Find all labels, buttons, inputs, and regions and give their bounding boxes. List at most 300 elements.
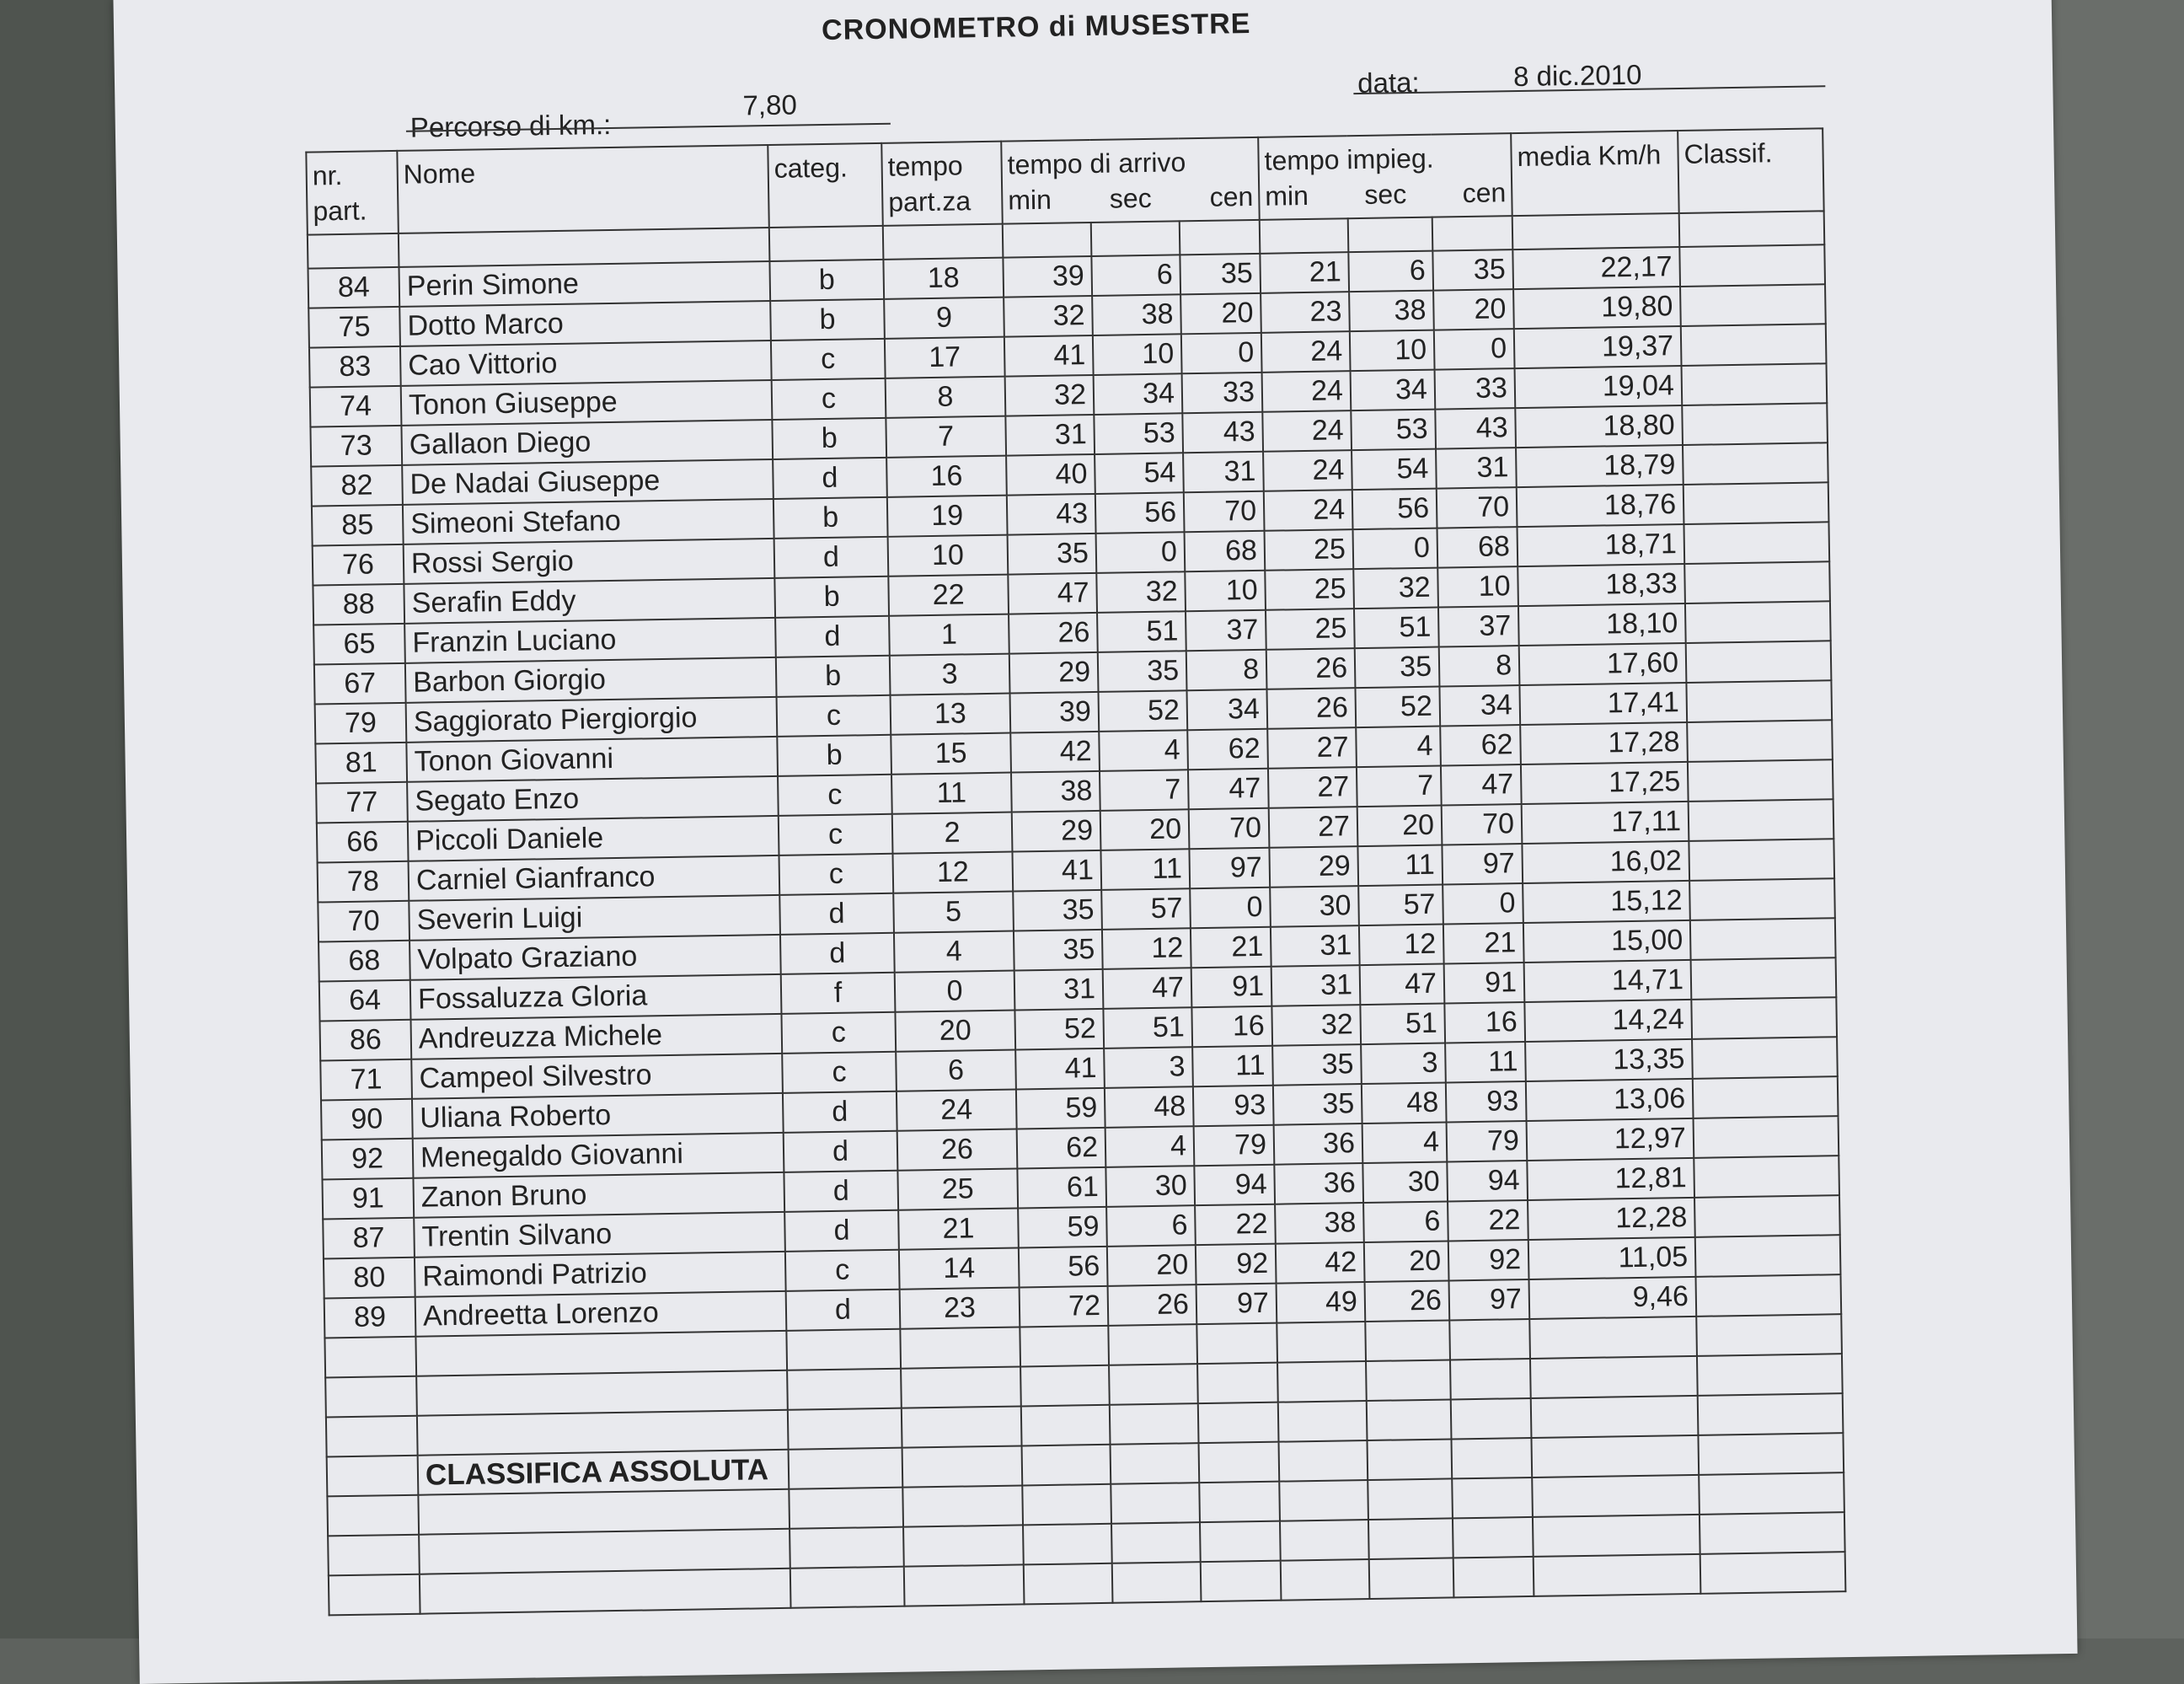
empty-cell	[1451, 1398, 1532, 1439]
category-cell: c	[777, 695, 891, 737]
data-value: 8 dic.2010	[1512, 58, 1642, 93]
empty-cell	[327, 1456, 419, 1497]
empty-cell	[1200, 1521, 1281, 1562]
arrival-min-cell: 56	[1019, 1247, 1108, 1288]
classification-cell	[1687, 720, 1833, 762]
participant-name-cell: Trentin Silvano	[414, 1212, 785, 1258]
arrival-min-cell: 41	[1012, 850, 1101, 892]
elapsed-cen-cell: 94	[1447, 1161, 1528, 1201]
participant-name-cell: Andreetta Lorenzo	[415, 1291, 787, 1337]
classification-cell	[1682, 363, 1828, 405]
elapsed-min-cell: 32	[1271, 1005, 1361, 1046]
classification-cell	[1682, 403, 1828, 445]
arrival-cen-cell: 70	[1184, 491, 1265, 532]
arrival-cen-cell: 35	[1180, 254, 1261, 294]
empty-cell	[1109, 1364, 1198, 1405]
empty-cell	[327, 1495, 419, 1537]
participant-number-cell: 70	[318, 901, 410, 942]
results-table	[305, 127, 1846, 1616]
elapsed-sec-cell: 30	[1362, 1161, 1448, 1203]
elapsed-min-cell: 25	[1266, 609, 1355, 650]
arrival-min-cell: 41	[1015, 1048, 1105, 1090]
average-speed-cell: 19,37	[1514, 326, 1682, 368]
arrival-sec-cell: 4	[1099, 730, 1188, 771]
participant-number-cell: 81	[315, 743, 407, 784]
elapsed-sec-cell: 34	[1351, 370, 1436, 411]
participant-number-cell: 87	[323, 1218, 415, 1259]
average-speed-cell: 13,06	[1526, 1079, 1694, 1121]
start-time-cell: 11	[891, 773, 1012, 814]
average-speed-cell: 15,00	[1523, 920, 1691, 963]
participant-number-cell: 67	[314, 663, 406, 705]
start-time-cell: 14	[899, 1247, 1020, 1289]
empty-cell	[1201, 1561, 1282, 1601]
average-speed-cell: 18,33	[1518, 564, 1685, 606]
category-cell: f	[781, 973, 896, 1014]
arrival-cen-cell: 43	[1182, 412, 1263, 453]
participant-name-cell: Raimondi Patrizio	[415, 1252, 786, 1297]
start-time-cell: 4	[894, 931, 1014, 973]
arrival-sec-cell: 10	[1093, 334, 1182, 375]
category-cell: b	[774, 577, 889, 618]
average-speed-cell: 17,25	[1521, 762, 1689, 804]
empty-cell	[1698, 1433, 1844, 1475]
participant-number-cell: 65	[313, 624, 405, 665]
empty-cell	[1696, 1314, 1842, 1356]
start-time-cell: 24	[897, 1090, 1017, 1131]
empty-cell	[329, 1574, 420, 1616]
classification-cell	[1692, 1037, 1838, 1079]
empty-cell	[1281, 1559, 1370, 1601]
header-tempo-partenza: tempo part.za	[881, 142, 1003, 226]
participant-number-cell: 86	[320, 1020, 412, 1061]
elapsed-sec-cell: 7	[1357, 766, 1442, 807]
empty-cell	[328, 1535, 420, 1576]
empty-cell	[1022, 1484, 1111, 1526]
elapsed-cen-cell: 31	[1436, 448, 1517, 488]
average-speed-cell: 12,28	[1528, 1198, 1695, 1240]
arrival-cen-cell: 20	[1180, 293, 1261, 334]
arrival-sec-cell: 4	[1105, 1126, 1195, 1167]
arrival-min-cell: 35	[1008, 534, 1097, 575]
classification-cell	[1689, 839, 1834, 881]
elapsed-sec-cell: 6	[1348, 251, 1433, 292]
empty-cell	[1197, 1363, 1278, 1403]
empty-cell	[1111, 1522, 1201, 1563]
classification-cell	[1681, 324, 1827, 366]
start-time-cell: 13	[891, 694, 1011, 735]
header-tempo-impieg-label: tempo impieg.	[1264, 142, 1434, 176]
empty-cell	[1531, 1435, 1699, 1478]
participant-name-cell: Fossaluzza Gloria	[410, 974, 782, 1020]
elapsed-cen-cell: 11	[1445, 1042, 1526, 1082]
arrival-sec-cell: 6	[1091, 255, 1180, 296]
participant-name-cell: Volpato Graziano	[410, 935, 781, 980]
classification-cell	[1694, 1116, 1839, 1158]
start-time-cell: 25	[897, 1169, 1018, 1210]
results-sheet	[113, 0, 2077, 1684]
empty-cell	[1366, 1360, 1451, 1401]
start-time-cell: 18	[883, 258, 1004, 299]
empty-cell	[416, 1370, 788, 1416]
average-speed-cell: 12,81	[1527, 1158, 1694, 1200]
participant-number-cell: 71	[320, 1059, 412, 1101]
empty-cell	[420, 1569, 791, 1614]
participant-name-cell: Gallaon Diego	[401, 420, 773, 465]
header-nome: Nome	[397, 145, 768, 233]
participant-name-cell: De Nadai Giuseppe	[402, 459, 774, 505]
classification-cell	[1684, 522, 1829, 564]
elapsed-min-cell: 31	[1271, 965, 1361, 1006]
participant-name-cell: Rossi Sergio	[404, 539, 775, 584]
start-time-cell: 26	[897, 1129, 1018, 1171]
start-time-cell: 19	[887, 496, 1008, 537]
empty-cell	[417, 1410, 789, 1456]
participant-number-cell: 75	[308, 307, 400, 348]
arrival-min-cell: 52	[1014, 1009, 1104, 1050]
start-time-cell: 22	[888, 575, 1009, 616]
arrival-cen-cell: 79	[1194, 1125, 1275, 1166]
arrival-min-cell: 35	[1013, 890, 1102, 931]
empty-cell	[1452, 1478, 1533, 1518]
average-speed-cell: 15,12	[1523, 881, 1690, 923]
classification-cell	[1694, 1156, 1839, 1198]
elapsed-min-cell: 30	[1270, 886, 1359, 927]
arrival-cen-cell: 31	[1183, 452, 1264, 492]
empty-cell	[1368, 1518, 1453, 1559]
elapsed-sec-cell: 20	[1357, 806, 1443, 847]
classification-cell	[1689, 799, 1834, 841]
participant-name-cell: Cao Vittorio	[400, 341, 772, 386]
empty-cell	[1699, 1472, 1844, 1515]
empty-cell	[1700, 1552, 1846, 1594]
elapsed-min-cell: 38	[1275, 1203, 1364, 1244]
empty-cell	[1198, 1402, 1279, 1443]
arrival-sec-cell: 56	[1095, 492, 1185, 534]
arrival-min-cell: 47	[1008, 573, 1097, 614]
average-speed-cell: 17,28	[1520, 722, 1688, 764]
arrival-sec-cell: 7	[1100, 770, 1189, 811]
empty-cell	[1110, 1403, 1199, 1445]
elapsed-sec-cell: 53	[1351, 410, 1436, 451]
participant-name-cell: Andreuzza Michele	[411, 1014, 783, 1059]
elapsed-sec-cell: 51	[1354, 608, 1439, 649]
participant-number-cell: 80	[324, 1258, 415, 1299]
empty-cell	[1020, 1365, 1110, 1407]
start-time-cell: 21	[898, 1208, 1019, 1249]
arrival-cen-cell: 91	[1191, 967, 1272, 1007]
empty-cell	[418, 1489, 790, 1535]
category-cell: d	[784, 1210, 899, 1252]
empty-cell	[1020, 1326, 1109, 1367]
start-time-cell: 23	[900, 1287, 1020, 1328]
arrival-cen-cell: 97	[1189, 848, 1270, 888]
elapsed-cen-cell: 8	[1439, 646, 1520, 686]
category-cell: c	[779, 814, 893, 855]
average-speed-cell: 14,24	[1524, 1000, 1692, 1042]
empty-cell	[902, 1406, 1022, 1447]
elapsed-min-cell: 26	[1266, 648, 1356, 689]
elapsed-min-cell: 24	[1262, 371, 1352, 412]
elapsed-cen-cell: 0	[1434, 329, 1515, 369]
empty-cell	[788, 1408, 902, 1450]
elapsed-cen-cell: 68	[1437, 527, 1518, 567]
elapsed-min-cell: 24	[1262, 410, 1352, 452]
average-speed-cell: 22,17	[1512, 247, 1680, 289]
empty-cell	[1698, 1393, 1844, 1435]
arrival-min-cell: 40	[1006, 454, 1095, 496]
empty-cell	[790, 1567, 905, 1608]
participant-name-cell: Dotto Marco	[399, 301, 771, 346]
elapsed-cen-cell: 0	[1443, 883, 1523, 924]
empty-cell	[787, 1369, 902, 1410]
start-time-cell: 8	[886, 377, 1006, 418]
start-time-cell: 1	[889, 614, 1009, 656]
elapsed-cen-cell: 16	[1444, 1002, 1525, 1043]
empty-cell	[1111, 1443, 1200, 1484]
elapsed-cen-cell: 47	[1441, 764, 1522, 805]
arrival-sec-cell: 51	[1103, 1007, 1192, 1048]
empty-cell	[786, 1329, 901, 1370]
header-categ: categ.	[768, 143, 883, 228]
elapsed-min-cell: 25	[1265, 569, 1354, 610]
average-speed-cell: 18,71	[1517, 524, 1684, 566]
category-cell: b	[772, 418, 886, 459]
header-impieg-min: min	[1265, 180, 1309, 212]
header-tempo-arrivo-sub	[1008, 179, 1254, 218]
participant-name-cell: Tonon Giuseppe	[401, 380, 773, 426]
category-cell: c	[779, 854, 894, 895]
arrival-min-cell: 39	[1003, 256, 1092, 298]
participant-number-cell: 78	[318, 861, 410, 903]
category-cell: b	[770, 299, 885, 341]
participant-number-cell: 82	[311, 465, 403, 507]
arrival-sec-cell: 20	[1107, 1245, 1196, 1286]
elapsed-sec-cell: 4	[1362, 1123, 1448, 1164]
participant-name-cell: Franzin Luciano	[404, 618, 776, 663]
start-time-cell: 5	[893, 892, 1014, 933]
empty-cell	[1279, 1440, 1368, 1482]
participant-name-cell: Saggiorato Piergiorgio	[406, 697, 778, 743]
empty-cell	[1529, 1317, 1697, 1359]
classification-cell	[1694, 1195, 1840, 1237]
arrival-sec-cell: 12	[1102, 928, 1191, 969]
arrival-cen-cell: 10	[1185, 571, 1266, 611]
header-arrivo-sec: sec	[1109, 182, 1152, 214]
arrival-sec-cell: 53	[1094, 413, 1183, 454]
elapsed-cen-cell: 21	[1443, 923, 1524, 963]
empty-cell	[1111, 1483, 1200, 1524]
category-cell: d	[775, 616, 890, 657]
arrival-sec-cell: 26	[1108, 1284, 1197, 1326]
empty-cell	[415, 1331, 787, 1376]
empty-cell	[901, 1366, 1021, 1408]
empty-cell	[1450, 1359, 1531, 1399]
classification-cell	[1686, 641, 1832, 683]
elapsed-cen-cell: 70	[1437, 487, 1518, 528]
empty-cell	[1449, 1319, 1530, 1360]
arrival-min-cell: 31	[1005, 415, 1095, 456]
arrival-cen-cell: 92	[1196, 1244, 1277, 1284]
elapsed-min-cell: 24	[1261, 331, 1351, 373]
elapsed-cen-cell: 10	[1437, 566, 1518, 607]
participant-number-cell: 66	[317, 822, 409, 863]
empty-cell	[1277, 1361, 1367, 1402]
empty-cell	[1534, 1554, 1701, 1596]
category-cell: c	[771, 339, 886, 380]
empty-cell	[1453, 1517, 1534, 1558]
percorso-value: 7,80	[742, 88, 798, 121]
start-time-cell: 3	[890, 654, 1010, 695]
arrival-cen-cell: 97	[1196, 1284, 1277, 1324]
empty-cell	[1278, 1401, 1368, 1442]
arrival-min-cell: 61	[1017, 1167, 1106, 1209]
participant-name-cell: Tonon Giovanni	[406, 737, 778, 782]
elapsed-sec-cell: 10	[1350, 330, 1435, 372]
header-tempo-impieg	[1258, 133, 1512, 220]
start-time-cell: 12	[892, 852, 1013, 893]
participant-number-cell: 76	[313, 544, 404, 586]
category-cell: d	[784, 1171, 898, 1212]
elapsed-min-cell: 27	[1269, 807, 1358, 848]
average-speed-cell: 13,35	[1525, 1039, 1693, 1081]
arrival-sec-cell: 11	[1100, 849, 1190, 890]
participant-number-cell: 89	[324, 1297, 416, 1338]
participant-name-cell: Carniel Gianfranco	[409, 855, 780, 901]
arrival-cen-cell: 47	[1188, 769, 1269, 809]
empty-cell	[790, 1527, 904, 1569]
empty-cell	[1199, 1482, 1280, 1522]
empty-cell	[1367, 1439, 1452, 1480]
arrival-cen-cell: 16	[1191, 1006, 1272, 1047]
arrival-min-cell: 72	[1020, 1286, 1109, 1327]
category-cell: c	[778, 775, 892, 816]
elapsed-sec-cell: 4	[1356, 727, 1441, 768]
classification-cell	[1695, 1274, 1841, 1317]
elapsed-min-cell: 35	[1272, 1044, 1362, 1086]
elapsed-cen-cell: 37	[1438, 606, 1519, 646]
classification-cell	[1691, 957, 1837, 1000]
arrival-sec-cell: 54	[1095, 453, 1184, 494]
elapsed-cen-cell: 70	[1442, 804, 1523, 845]
empty-cell	[325, 1376, 417, 1418]
elapsed-min-cell: 27	[1268, 767, 1357, 808]
arrival-min-cell: 38	[1011, 771, 1100, 813]
arrival-sec-cell: 48	[1105, 1086, 1194, 1128]
category-cell: d	[773, 458, 887, 499]
elapsed-cen-cell: 22	[1448, 1200, 1528, 1241]
classification-cell	[1691, 997, 1837, 1039]
category-cell: d	[784, 1131, 898, 1172]
arrival-sec-cell: 57	[1101, 888, 1191, 930]
start-time-cell: 15	[891, 733, 1011, 775]
data-label: data:	[1357, 66, 1420, 99]
participant-number-cell: 68	[318, 941, 410, 982]
average-speed-cell: 11,05	[1528, 1237, 1696, 1279]
arrival-cen-cell: 37	[1186, 610, 1266, 651]
empty-cell	[1279, 1480, 1368, 1521]
empty-cell	[1199, 1442, 1280, 1483]
arrival-min-cell: 42	[1010, 732, 1100, 773]
average-speed-cell: 19,80	[1513, 287, 1681, 329]
elapsed-sec-cell: 6	[1363, 1201, 1448, 1242]
category-cell: d	[774, 537, 889, 578]
arrival-sec-cell: 3	[1104, 1047, 1193, 1088]
arrival-min-cell: 59	[1018, 1207, 1107, 1248]
empty-cell	[902, 1485, 1023, 1526]
header-tempo-impieg-sub	[1265, 174, 1507, 213]
participant-name-cell: Severin Luigi	[409, 895, 780, 941]
elapsed-cen-cell: 43	[1435, 408, 1516, 448]
empty-rows	[324, 1314, 1845, 1615]
arrival-min-cell: 59	[1016, 1088, 1105, 1129]
category-cell: b	[774, 497, 888, 539]
category-cell: b	[777, 735, 891, 776]
elapsed-sec-cell: 51	[1360, 1004, 1445, 1045]
empty-cell	[900, 1327, 1020, 1368]
elapsed-sec-cell: 57	[1358, 885, 1443, 926]
empty-cell	[1530, 1356, 1698, 1398]
average-speed-cell: 18,80	[1515, 405, 1683, 448]
arrival-cen-cell: 93	[1193, 1086, 1274, 1126]
arrival-cen-cell: 0	[1190, 888, 1271, 928]
participant-number-cell: 64	[319, 980, 411, 1022]
classifica-assoluta-label: CLASSIFICA ASSOLUTA	[418, 1450, 790, 1495]
classification-cell	[1689, 878, 1835, 920]
category-cell: c	[781, 1012, 896, 1054]
empty-cell	[1277, 1322, 1366, 1363]
participant-name-cell: Segato Enzo	[407, 776, 779, 822]
empty-cell	[1112, 1562, 1202, 1603]
classification-cell	[1680, 284, 1826, 326]
header-tempo-arrivo	[1001, 137, 1260, 224]
participant-name-cell: Zanon Bruno	[413, 1172, 784, 1218]
start-time-cell: 9	[884, 298, 1004, 339]
empty-cell	[1022, 1445, 1111, 1486]
start-time-cell: 16	[886, 456, 1007, 497]
arrival-cen-cell: 22	[1195, 1204, 1276, 1245]
elapsed-cen-cell: 62	[1440, 725, 1521, 765]
participant-name-cell: Perin Simone	[399, 261, 770, 307]
empty-cell	[1531, 1396, 1699, 1438]
arrival-sec-cell: 35	[1098, 651, 1187, 692]
classification-cell	[1679, 244, 1825, 287]
arrival-min-cell: 43	[1007, 494, 1096, 535]
arrival-cen-cell: 0	[1181, 333, 1262, 373]
classification-cell	[1693, 1076, 1839, 1118]
classification-cell	[1684, 482, 1829, 524]
elapsed-min-cell: 36	[1274, 1163, 1363, 1204]
arrival-sec-cell: 6	[1106, 1205, 1196, 1247]
empty-cell	[1532, 1475, 1700, 1517]
arrival-min-cell: 35	[1014, 930, 1103, 971]
arrival-min-cell: 41	[1004, 335, 1094, 377]
header-arrivo-cen: cen	[1209, 180, 1254, 212]
elapsed-cen-cell: 35	[1432, 249, 1513, 290]
category-cell: c	[782, 1052, 897, 1093]
category-cell: d	[783, 1091, 897, 1133]
elapsed-cen-cell: 34	[1439, 685, 1520, 726]
results-table-container	[305, 127, 1846, 1616]
arrival-cen-cell: 62	[1187, 729, 1268, 770]
empty-cell	[1023, 1524, 1112, 1565]
percorso-label: Percorso di km.:	[410, 108, 612, 143]
elapsed-min-cell: 26	[1266, 688, 1356, 729]
elapsed-min-cell: 25	[1265, 529, 1354, 571]
elapsed-sec-cell: 38	[1349, 291, 1434, 332]
classification-cell	[1686, 680, 1832, 722]
start-time-cell: 10	[888, 535, 1009, 577]
